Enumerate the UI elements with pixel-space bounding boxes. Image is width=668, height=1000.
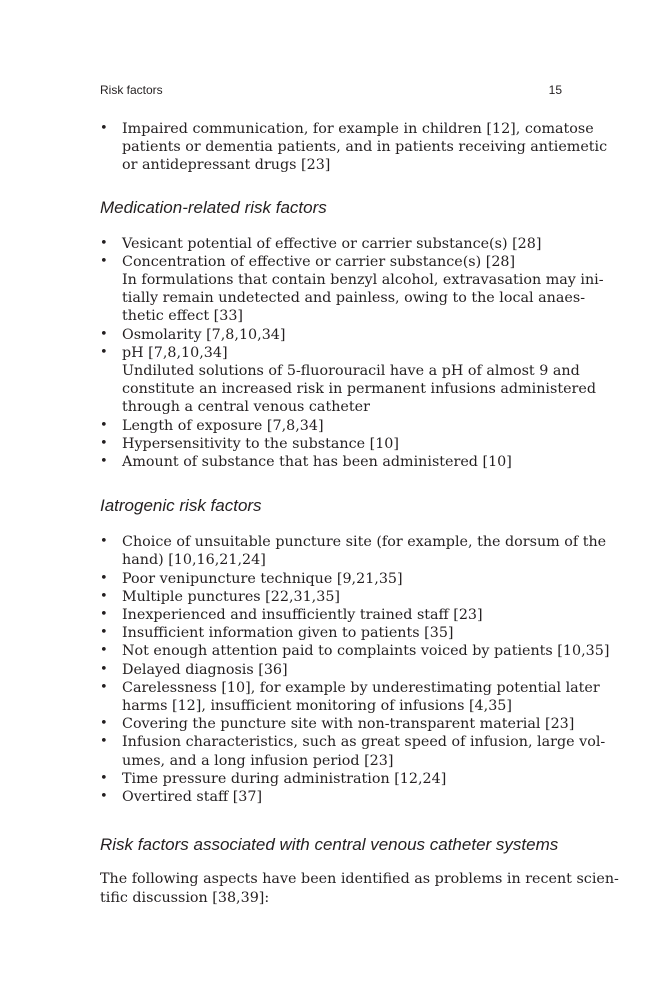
text-line: • Time pressure during administration [12,24] xyxy=(122,770,447,787)
list-item xyxy=(100,733,606,769)
text-line: tific discussion [38,39]: xyxy=(100,889,270,906)
list-item xyxy=(100,770,564,788)
page-body xyxy=(100,120,619,907)
text-line: thetic effect [33] xyxy=(122,308,244,325)
text-line: • Length of exposure [7,8,34] xyxy=(122,417,324,434)
running-head-title: Risk factors xyxy=(100,83,163,97)
text-line: • Overtired staff [37] xyxy=(122,789,263,806)
text-line: • Not enough attention paid to complaints voiced by patients [10,35] xyxy=(122,643,610,660)
text-line: The following aspects have been identified as problems in recent scien- xyxy=(100,871,619,888)
list-item xyxy=(100,788,564,806)
iatrogenic-section xyxy=(100,495,610,806)
text-line: through a central venous catheter xyxy=(122,399,370,416)
list-item xyxy=(100,606,564,624)
text-line: • Hypersensitivity to the substance [10] xyxy=(122,435,399,452)
body-paragraph xyxy=(100,870,619,906)
text-line: Undiluted solutions of 5-fluorouracil have a pH of almost 9 and xyxy=(122,363,580,380)
text-line: • Inexperienced and insufficiently trained staff [23] xyxy=(122,607,483,624)
list-item xyxy=(100,570,564,588)
list-item xyxy=(100,417,564,435)
list-item xyxy=(100,326,564,344)
text-line: umes, and a long infusion period [23] xyxy=(122,752,394,769)
text-line: • Choice of unsuitable puncture site (for example, the dorsum of the xyxy=(122,534,607,551)
text-line: • Infusion characteristics, such as great speed of infusion, large vol- xyxy=(122,734,606,751)
text-line: hand) [10,16,21,24] xyxy=(122,552,266,569)
list-item xyxy=(100,253,604,326)
iatrogenic-list xyxy=(100,533,610,806)
section-heading: Medication-related risk factors xyxy=(100,197,327,217)
text-line: • Poor venipuncture technique [9,21,35] xyxy=(122,570,403,587)
text-line: • Osmolarity [7,8,10,34] xyxy=(122,326,286,343)
list-item xyxy=(100,624,564,642)
list-item xyxy=(100,453,564,471)
list-item xyxy=(100,533,607,569)
list-item xyxy=(100,120,608,175)
text-line: • Amount of substance that has been administered [10] xyxy=(122,454,512,471)
text-line: or antidepressant drugs [23] xyxy=(122,157,331,174)
list-item xyxy=(100,344,596,417)
text-line: • Carelessness [10], for example by underestimating potential later xyxy=(122,679,600,696)
cvc-section xyxy=(100,834,619,906)
text-line: • Insufficient information given to patients [35] xyxy=(122,625,454,642)
running-head xyxy=(100,83,562,97)
list-item xyxy=(100,679,600,715)
text-line: In formulations that contain benzyl alcohol, extravasation may ini- xyxy=(122,272,604,289)
text-line: tially remain undetected and painless, owing to the local anaes- xyxy=(122,290,586,307)
list-item xyxy=(100,661,564,679)
text-line: constitute an increased risk in permanent infusions administered xyxy=(122,381,596,398)
list-item xyxy=(100,588,564,606)
text-line: • pH [7,8,10,34] xyxy=(122,344,228,361)
medication-section xyxy=(100,197,604,472)
text-line: • Covering the puncture site with non-transparent material [23] xyxy=(122,716,575,733)
text-line: • Impaired communication, for example in children [12], comatose xyxy=(122,121,594,137)
page-number: 15 xyxy=(548,83,562,97)
list-item xyxy=(100,642,610,660)
intro-list xyxy=(100,120,608,175)
text-line: • Multiple punctures [22,31,35] xyxy=(122,588,340,605)
medication-list xyxy=(100,235,604,472)
section-heading: Iatrogenic risk factors xyxy=(100,496,262,516)
text-line: harms [12], insufficient monitoring of infusions [4,35] xyxy=(122,698,512,715)
text-line: • Concentration of effective or carrier substance(s) [28] xyxy=(122,253,516,270)
text-line: • Vesicant potential of effective or carrier substance(s) [28] xyxy=(122,235,542,252)
list-item xyxy=(100,235,564,253)
list-item xyxy=(100,435,564,453)
text-line: • Delayed diagnosis [36] xyxy=(122,661,288,678)
section-heading: Risk factors associated with central venous catheter systems xyxy=(100,835,559,855)
list-item xyxy=(100,715,575,733)
text-line: patients or dementia patients, and in patients receiving antiemetic xyxy=(122,139,608,156)
